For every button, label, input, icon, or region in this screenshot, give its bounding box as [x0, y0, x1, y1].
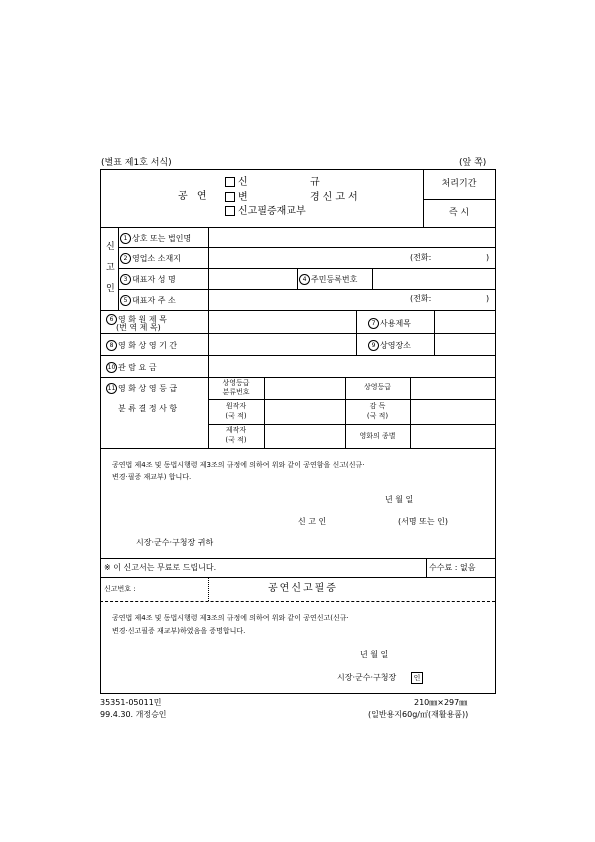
processing-period-value: 즉 시	[448, 208, 470, 218]
divider	[208, 227, 209, 310]
rating-decision-label: 분 류 결 정 사 항	[118, 404, 178, 413]
divider	[372, 268, 373, 289]
representative-name-label: 3 대표자 성 명	[120, 274, 176, 285]
divider	[208, 399, 495, 400]
film-type-label: 영화의 종별	[359, 432, 396, 440]
divider	[100, 577, 495, 578]
divider	[118, 247, 495, 248]
classification-number-label: 분류번호	[222, 388, 250, 396]
form-label: (별표 제1호 서식)	[101, 158, 172, 168]
declaration-line-2: 변경·필증 재교부) 합니다.	[112, 473, 192, 481]
new-checkbox[interactable]	[225, 177, 235, 187]
divider	[118, 268, 495, 269]
film-title-label: 6 영 화 원 제 목	[106, 314, 167, 325]
divider	[100, 355, 495, 356]
divider	[356, 310, 357, 355]
rating-grade-label: 상영등급	[222, 379, 250, 387]
resident-number-label: 4 주민등록번호	[299, 274, 357, 285]
divider	[297, 268, 298, 289]
divider	[434, 310, 435, 355]
divider	[100, 227, 495, 228]
company-name-label: 1 상호 또는 법인명	[120, 233, 191, 244]
certificate-title: 공연신고필증	[268, 583, 338, 594]
certificate-line-1: 공연법 제4조 및 동법시행령 제3조의 규정에 의하여 위와 같이 공연신고(신규·	[112, 614, 349, 622]
screening-grade-label: 상영등급	[363, 383, 392, 391]
divider	[410, 377, 411, 448]
form-code: 35351-05011민	[100, 698, 162, 707]
divider	[208, 577, 209, 601]
used-title-label: 7 사용제목	[368, 318, 411, 329]
director-nationality-label: (국 적)	[366, 412, 389, 420]
divider	[100, 558, 495, 559]
applicant-side-label-3: 인	[106, 284, 115, 294]
reissue-checkbox[interactable]	[225, 206, 235, 216]
page-side-label: (앞 쪽)	[459, 158, 487, 168]
title-option-reissue: 신고필증재교부	[238, 206, 306, 217]
declaration-line-1: 공연법 제4조 및 동법시행령 제3조의 규정에 의하여 위와 같이 공연함을 신고(신규·	[112, 461, 365, 469]
paper-size: 210㎜×297㎜	[414, 698, 468, 707]
divider	[100, 377, 495, 378]
title-option-new: 신	[238, 177, 248, 188]
home-phone-label: (전화:	[410, 294, 432, 303]
rating-label: 11 영 화 상 영 등 급	[107, 384, 178, 393]
film-translated-title-label: (번 역 제 목)	[116, 323, 161, 332]
representative-address-label: 5 대표자 주 소	[120, 295, 176, 306]
producer-nationality-label: (국 적)	[225, 436, 247, 444]
original-author-label: 원작자	[225, 402, 247, 410]
admission-fee-label: 10 관 람 요 금	[107, 363, 157, 372]
issuer-label: 시장·군수·구청장	[337, 673, 397, 682]
screening-period-label: 8 영 화 상 영 기 간	[106, 340, 177, 351]
producer-label: 제작자	[225, 426, 247, 434]
fee-notice: 수수료 : 없음	[429, 563, 476, 572]
paper-spec: (일반용지60g/㎡(재활용품))	[368, 710, 469, 719]
applicant-signature-label: 신 고 인	[298, 517, 327, 526]
form-title-prefix: 공 연	[178, 191, 210, 202]
divider	[264, 377, 265, 448]
certificate-line-2: 변경·신고필증 재교부)하였음을 증명합니다.	[112, 627, 246, 635]
signature-or-seal-label: (서명 또는 인)	[398, 517, 448, 526]
office-phone-label: (전화:	[410, 253, 432, 262]
title-option-new-suffix: 규	[310, 177, 320, 188]
divider	[426, 558, 427, 577]
divider	[208, 424, 495, 425]
divider	[423, 169, 424, 227]
divider	[423, 199, 495, 200]
title-option-change: 변	[238, 192, 248, 203]
applicant-side-label-2: 고	[106, 263, 115, 273]
screening-venue-label: 9 상영장소	[368, 340, 411, 351]
divider	[100, 310, 495, 311]
declaration-date: 년 월 일	[385, 495, 414, 504]
office-address-label: 2 영업소 소재지	[120, 253, 181, 264]
divider	[118, 289, 495, 290]
approval-date: 99.4.30. 개정승인	[100, 710, 167, 719]
divider	[100, 601, 495, 602]
free-form-notice: ※ 이 신고서는 무료로 드립니다.	[104, 563, 217, 572]
certificate-date: 년 월 일	[360, 650, 389, 659]
addressee: 시장·군수·구청장 귀하	[136, 538, 214, 547]
change-checkbox[interactable]	[225, 192, 235, 202]
divider	[100, 333, 495, 334]
office-phone-close: )	[486, 253, 490, 262]
processing-period-label: 처리기간	[441, 179, 477, 189]
form-title-main: 경신고서	[310, 192, 361, 203]
applicant-side-label-1: 신	[106, 242, 115, 252]
director-label: 감 독	[369, 402, 386, 410]
divider	[100, 448, 495, 449]
certificate-number-label: 신고번호 :	[104, 585, 136, 593]
home-phone-close: )	[486, 294, 490, 303]
official-seal-icon: 인	[411, 672, 423, 684]
divider	[118, 227, 119, 310]
original-author-nationality-label: (국 적)	[225, 412, 247, 420]
